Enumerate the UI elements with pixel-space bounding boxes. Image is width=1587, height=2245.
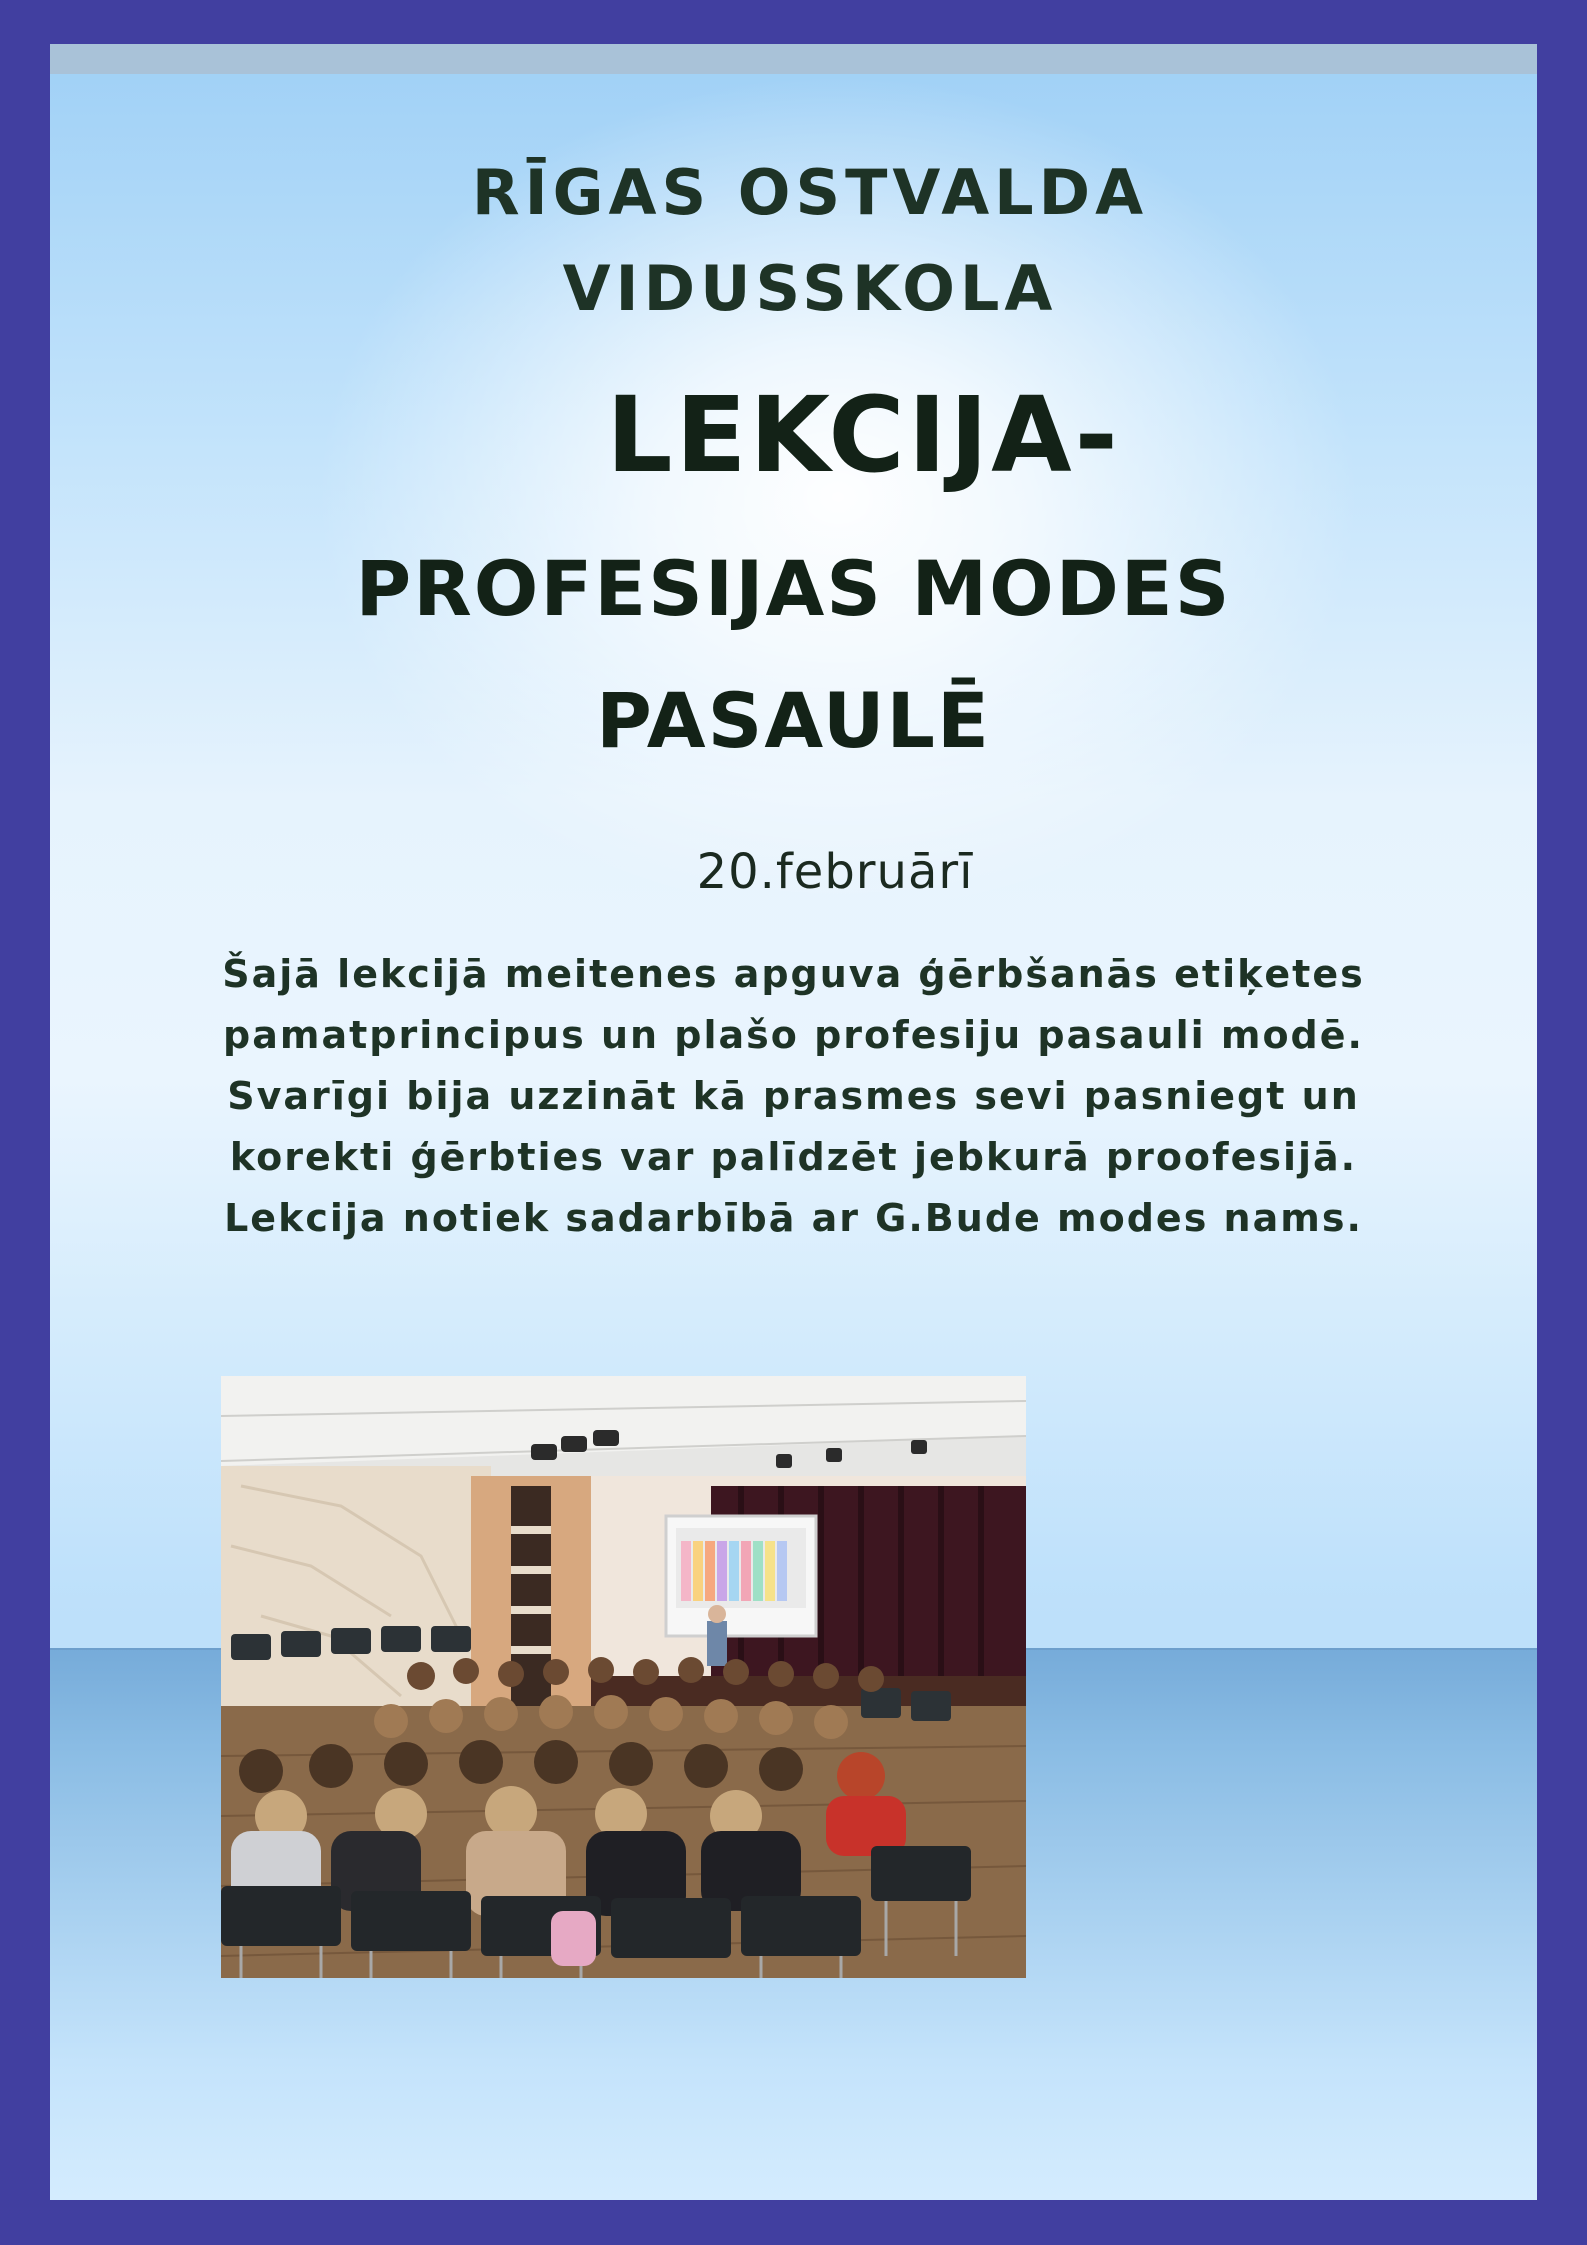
lecture-subtitle-line-1: PROFESIJAS MODES xyxy=(355,544,1232,633)
poster xyxy=(50,44,1537,2200)
event-date: 20.februārī xyxy=(696,844,974,900)
description-line: Svarīgi bija uzzināt kā prasmes sevi pasniegt un xyxy=(227,1074,1360,1118)
school-name-line-1: RĪGAS OSTVALDA xyxy=(471,156,1149,229)
lecture-title: LEKCIJA- xyxy=(606,374,1121,496)
school-name-line-2: VIDUSSKOLA xyxy=(562,252,1058,325)
description-line: Lekcija notiek sadarbībā ar G.Bude modes nams. xyxy=(224,1196,1363,1240)
lecture-hall-photo-icon xyxy=(221,1376,1026,1978)
description-line: korekti ģērbties var palīdzēt jebkurā proofesijā. xyxy=(229,1135,1358,1179)
top-band xyxy=(50,44,1537,74)
lecture-subtitle-line-2: PASAULĒ xyxy=(596,676,991,765)
description-line: Šajā lekcijā meitenes apguva ģērbšanās etiķetes xyxy=(222,952,1365,996)
description xyxy=(50,944,1537,1249)
lecture-hall-photo xyxy=(221,1376,1026,1978)
description-line: pamatprincipus un plašo profesiju pasauli modē. xyxy=(223,1013,1364,1057)
